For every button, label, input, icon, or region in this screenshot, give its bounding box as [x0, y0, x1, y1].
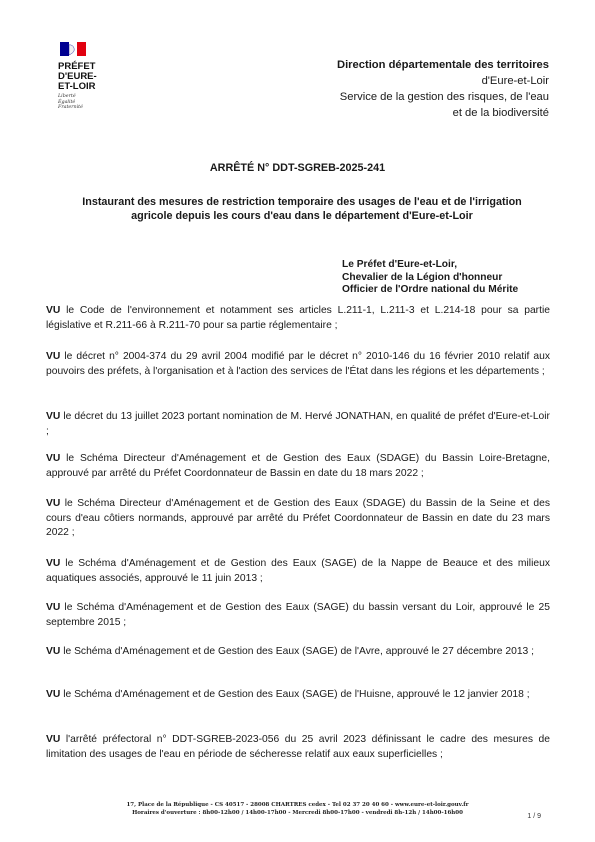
visa-vu: VU: [46, 305, 61, 316]
visa-text: le Schéma d'Aménagement et de Gestion des Eaux (SAGE) de l'Avre, approuvé le 27 décembre 2013 ;: [63, 646, 534, 657]
visa-text: le Code de l'environnement et notamment ses articles L.211-1, L.211-3 et L.214-18 pour sa partie législative et R.211-66 à R.211-70 pour sa partie réglementaire ;: [46, 305, 550, 331]
visa-paragraph: [46, 497, 550, 541]
direction-name: Direction départementale des territoires: [336, 59, 549, 71]
visa-text: le décret n° 2004-374 du 29 avril 2004 modifié par le décret n° 2010-146 du 16 février 2010 relatif aux pouvoirs des préfets, à l'organisation et à l'action des services de l'État dans les régions et les départements ;: [46, 351, 550, 377]
visa-paragraph: [46, 350, 550, 379]
logo-motto-line: Égalité: [58, 99, 76, 105]
visa-vu: VU: [46, 411, 61, 422]
visa-vu: VU: [46, 689, 61, 700]
visa-vu: VU: [46, 498, 61, 509]
visa-paragraph: [46, 304, 550, 333]
marianne-flag-icon: [60, 42, 86, 56]
visa-paragraph: [46, 645, 550, 660]
visa-text: le Schéma d'Aménagement et de Gestion des Eaux (SAGE) de la Nappe de Beauce et des milieux aquatiques associés, approuvé le 11 juin 2013 ;: [46, 558, 550, 584]
department-name: d'Eure-et-Loir: [481, 75, 549, 87]
visa-vu: VU: [46, 453, 61, 464]
logo-title: [58, 62, 118, 92]
visa-vu: VU: [46, 646, 61, 657]
page-footer: [60, 802, 535, 817]
service-name: Service de la gestion des risques, de l'eau: [339, 91, 549, 103]
visa-text: l'arrêté préfectoral n° DDT-SGREB-2023-056 du 25 avril 2023 définissant le cadre des mesures de limitation des usages de l'eau en période de sécheresse relatif aux eaux superficielles ;: [46, 734, 550, 760]
visa-vu: VU: [46, 734, 61, 745]
visa-text: le Schéma Directeur d'Aménagement et de Gestion des Eaux (SDAGE) du Bassin de la Seine et des cours d'eau côtiers normands, approuvé par arrêté du Préfet Coordonnateur de Bassin en date du 23 mars 2022 ;: [46, 498, 550, 538]
visa-vu: VU: [46, 602, 61, 613]
visa-paragraph: [46, 688, 550, 703]
visa-paragraph: [46, 410, 550, 439]
footer-address: 17, Place de la République - CS 40517 - 28008 CHARTRES cedex - Tel 02 37 20 40 60 - www.eure-et-loir.gouv.fr: [126, 802, 469, 808]
issuing-service: [289, 57, 549, 121]
logo-motto: [58, 94, 118, 111]
prefet-logo: [58, 42, 118, 111]
logo-title-line: ET-LOIR: [58, 81, 96, 92]
logo-title-line: D'EURE-: [58, 71, 97, 82]
visa-text: le décret du 13 juillet 2023 portant nomination de M. Hervé JONATHAN, en qualité de préfet d'Eure-et-Loir ;: [46, 411, 550, 437]
logo-motto-line: Fraternité: [58, 105, 83, 111]
signer-honor: Chevalier de la Légion d'honneur: [342, 271, 503, 283]
visa-paragraph: [46, 601, 550, 630]
arrete-subject: Instaurant des mesures de restriction temporaire des usages de l'eau et de l'irrigation agricole depuis les cours d'eau dans le département d'Eure-et-Loir: [82, 196, 522, 222]
visa-paragraph: [46, 733, 550, 762]
visa-text: le Schéma d'Aménagement et de Gestion des Eaux (SAGE) du bassin versant du Loir, approuvé le 25 septembre 2015 ;: [46, 602, 550, 628]
signer-title: Le Préfet d'Eure-et-Loir,: [342, 259, 458, 270]
service-name-cont: et de la biodiversité: [452, 107, 549, 119]
signer-block: [342, 259, 518, 297]
logo-motto-line: Liberté: [58, 94, 76, 99]
visa-text: le Schéma Directeur d'Aménagement et de Gestion des Eaux (SDAGE) du Bassin Loire-Bretagne, approuvé par arrêté du Préfet Coordonnateur de Bassin en date du 18 mars 2022 ;: [46, 453, 550, 479]
page-number: 1 / 9: [527, 813, 541, 820]
arrete-number: ARRÊTÉ N° DDT-SGREB-2025-241: [209, 162, 386, 174]
logo-title-line: PRÉFET: [58, 61, 96, 72]
visa-text: le Schéma d'Aménagement et de Gestion des Eaux (SAGE) de l'Huisne, approuvé le 12 janvier 2018 ;: [63, 689, 530, 700]
footer-hours: Horaires d'ouverture : 8h00-12h00 / 14h00-17h00 - Mercredi 8h00-17h00 - vendredi 8h-12h / 14h00-16h00: [132, 809, 463, 816]
visa-vu: VU: [46, 558, 61, 569]
signer-order: Officier de l'Ordre national du Mérite: [342, 284, 519, 295]
visa-paragraph: [46, 557, 550, 586]
visa-paragraph: [46, 452, 550, 481]
visa-vu: VU: [46, 351, 61, 362]
